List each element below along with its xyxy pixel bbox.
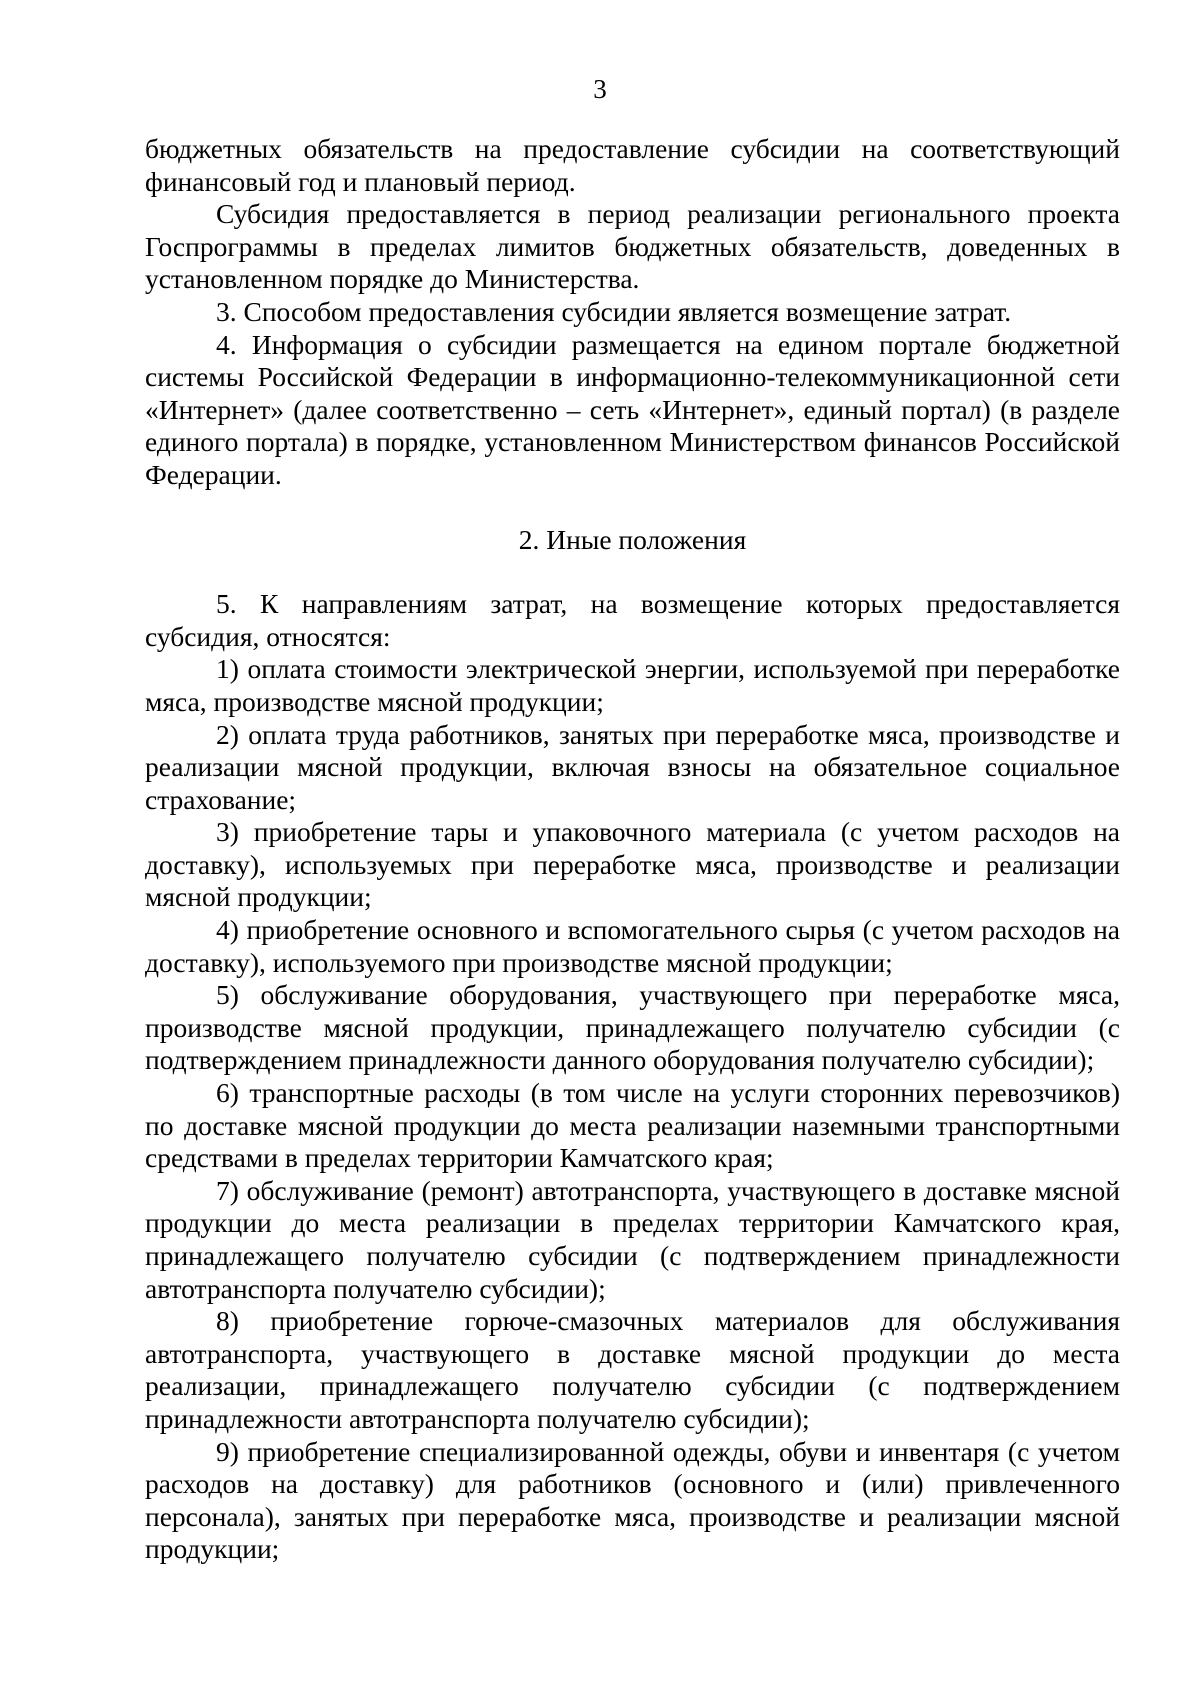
list-item-6: 6) транспортные расходы (в том числе на услуги сторонних перевозчиков) по доставке мясной продукции до места реализации наземными транспортными средствами в пределах территории Камчатского края; [145, 1077, 1120, 1174]
paragraph-item-4: 4. Информация о субсидии размещается на едином портале бюджетной системы Российской Федерации в информационно-телекоммуникационной сети «Интернет» (далее соответственно – сеть «Интернет», единый портал) (в разделе единого портала) в порядке, установленном Министерством финансов Российской Федерации. [145, 328, 1120, 490]
document-body [145, 133, 1120, 1566]
paragraph-item-3: 3. Способом предоставления субсидии является возмещение затрат. [216, 295, 1012, 327]
paragraph-item-5: 5. К направлениям затрат, на возмещение которых предоставляется субсидия, относятся: [145, 588, 1120, 652]
list-item-5: 5) обслуживание оборудования, участвующего при переработке мяса, производстве мясной продукции, принадлежащего получателю субсидии (с подтверждением принадлежности данного оборудования получателю субсидии); [145, 979, 1120, 1076]
paragraph-continuation: бюджетных обязательств на предоставление субсидии на соответствующий финансовый год и плановый период. [145, 133, 1120, 197]
list-item-1: 1) оплата стоимости электрической энергии, используемой при переработке мяса, производстве мясной продукции; [145, 653, 1120, 717]
list-item-9: 9) приобретение специализированной одежды, обуви и инвентаря (с учетом расходов на доставку) для работников (основного и (или) привлеченного персонала), занятых при переработке мяса, производстве и реализации мясной продукции; [145, 1435, 1120, 1565]
list-item-4: 4) приобретение основного и вспомогательного сырья (с учетом расходов на доставку), используемого при производстве мясной продукции; [145, 914, 1120, 978]
list-item-2: 2) оплата труда работников, занятых при переработке мяса, производстве и реализации мясной продукции, включая взносы на обязательное социальное страхование; [145, 718, 1120, 815]
list-item-7: 7) обслуживание (ремонт) автотранспорта, участвующего в доставке мясной продукции до места реализации в пределах территории Камчатского края, принадлежащего получателю субсидии (с подтверждением принадлежности автотранспорта получателю субсидии); [145, 1174, 1120, 1304]
page-number: 3 [593, 74, 607, 104]
list-item-8: 8) приобретение горюче-смазочных материалов для обслуживания автотранспорта, участвующего в доставке мясной продукции до места реализации, принадлежащего получателю субсидии (с подтверждением принадлежности автотранспорта получателю субсидии); [145, 1305, 1120, 1434]
section-heading: 2. Иные положения [518, 523, 747, 555]
paragraph-subsidy-period: Субсидия предоставляется в период реализации регионального проекта Госпрограммы в пределах лимитов бюджетных обязательств, доведенных в установленном порядке до Министерства. [145, 198, 1120, 295]
list-item-3: 3) приобретение тары и упаковочного материала (с учетом расходов на доставку), используемых при переработке мяса, производстве и реализации мясной продукции; [145, 816, 1120, 913]
